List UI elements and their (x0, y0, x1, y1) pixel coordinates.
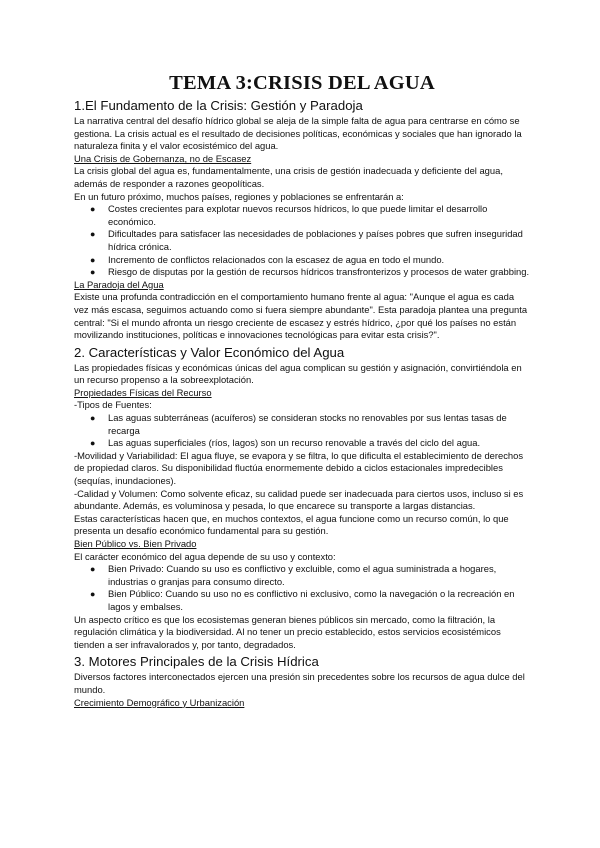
subsection-crecimiento-title: Crecimiento Demográfico y Urbanización (74, 696, 245, 708)
bullet-icon: ● (90, 267, 96, 278)
subsection-bien-title: Bien Público vs. Bien Privado (74, 538, 197, 549)
bullet-icon: ● (90, 564, 96, 575)
paragraph: -Movilidad y Variabilidad: El agua fluye, se evapora y se filtra, lo que dificulta el establecimiento de derechos de propiedad claros. Su disponibilidad fluctúa enormemente debido a ciclos estacionales impredecibles (sequías, inundaciones). (74, 449, 524, 487)
bullet-icon: ● (90, 438, 96, 449)
list-item: ● Las aguas subterráneas (acuíferos) se consideran stocks no renovables por sus lentas tasas de recarga (90, 412, 507, 436)
list-item: ● Riesgo de disputas por la gestión de recursos hídricos transfronterizos y procesos de water grabbing. (90, 266, 530, 278)
subsection-gobernanza-title: Una Crisis de Gobernanza, no de Escasez (74, 152, 252, 164)
subsection-propiedades-title: Propiedades Físicas del Recurso (74, 386, 212, 398)
bullet-icon: ● (90, 413, 96, 424)
document-content (74, 72, 530, 709)
paragraph: Un aspecto crítico es que los ecosistemas generan bienes públicos sin mercado, como la filtración, la regulación climática y la biodiversidad. Al no tener un precio establecido, estos servicios ecosistémicos tienden a ser infravalorados y, por tanto, degradados. (74, 613, 501, 650)
bullet-list (74, 412, 530, 450)
bullet-list (74, 563, 530, 613)
bullet-list (74, 203, 530, 279)
bullet-icon: ● (90, 254, 96, 265)
paragraph: El carácter económico del agua depende de su uso y contexto: (74, 550, 336, 562)
paragraph: Existe una profunda contradicción en el comportamiento humano frente al agua: "Aunque el agua es cada vez más escasa, seguimos actuando como si fuera siempre abundante". Esta paradoja plantea una pregunta central: "Si el mundo afronta un riesgo creciente de escasez y estrés hídrico, ¿por qué los países no están movilizando instituciones, políticas e innovaciones tecnológicas para evitar esta crisis?". (74, 291, 528, 341)
section-3-heading: 3. Motores Principales de la Crisis Hídrica (74, 654, 319, 670)
bullet-icon: ● (90, 204, 96, 215)
list-item: ● Incremento de conflictos relacionados con la escasez de agua en todo el mundo. (90, 253, 445, 265)
section-2-intro: Las propiedades físicas y económicas únicas del agua complican su gestión y asignación, convirtiéndola en un recurso propenso a la sobreexplotación. (74, 361, 522, 386)
paragraph: La crisis global del agua es, fundamentalmente, una crisis de gestión inadecuada y deficiente del agua, además de responder a razones geopolíticas. (74, 165, 503, 189)
list-item: ● Bien Privado: Cuando su uso es conflictivo y excluible, como el agua suministrada a hogares, industrias o granjas para consumo directo. (90, 563, 497, 587)
bullet-icon: ● (90, 229, 96, 240)
list-item: ● Bien Público: Cuando su uso no es conflictivo ni exclusivo, como la navegación o la recreación en lagos y embalses. (90, 588, 515, 612)
page-title: TEMA 3:CRISIS DEL AGUA (169, 72, 435, 94)
paragraph: -Calidad y Volumen: Como solvente eficaz, su calidad puede ser inadecuada para ciertos usos, incluso si es abundante. Además, es voluminosa y pesada, lo que encarece su transporte a largas distancias. (74, 487, 524, 512)
section-2-heading: 2. Características y Valor Económico del Agua (74, 344, 345, 360)
list-item: ● Las aguas superficiales (ríos, lagos) son un recurso renovable a través del ciclo del agua. (90, 437, 481, 449)
paragraph: Estas características hacen que, en muchos contextos, el agua funcione como un recurso común, lo que presenta un desafío económico fundamental para su gestión. (74, 512, 509, 537)
bullet-icon: ● (90, 589, 96, 600)
section-3-intro: Diversos factores interconectados ejercen una presión sin precedentes sobre los recursos de agua dulce del mundo. (74, 671, 525, 695)
subsection-paradoja-title: La Paradoja del Agua (74, 278, 164, 290)
section-1-intro: La narrativa central del desafío hídrico global se aleja de la simple falta de agua para centrarse en cómo se gestiona. La crisis actual es el resultado de decisiones políticas, económicas y sociales que han ignorado la naturaleza finita y el valor ecosistémico del agua. (74, 115, 522, 152)
list-item: ● Costes crecientes para explotar nuevos recursos hídricos, lo que puede limitar el desarrollo económico. (90, 203, 488, 227)
section-1-heading: 1.El Fundamento de la Crisis: Gestión y Paradoja (74, 98, 363, 113)
paragraph: -Tipos de Fuentes: (74, 399, 152, 411)
list-item: ● Dificultades para satisfacer las necesidades de poblaciones y países pobres que sufren inseguridad hídrica crónica. (90, 228, 523, 252)
paragraph: En un futuro próximo, muchos países, regiones y poblaciones se enfrentarán a: (74, 190, 404, 202)
